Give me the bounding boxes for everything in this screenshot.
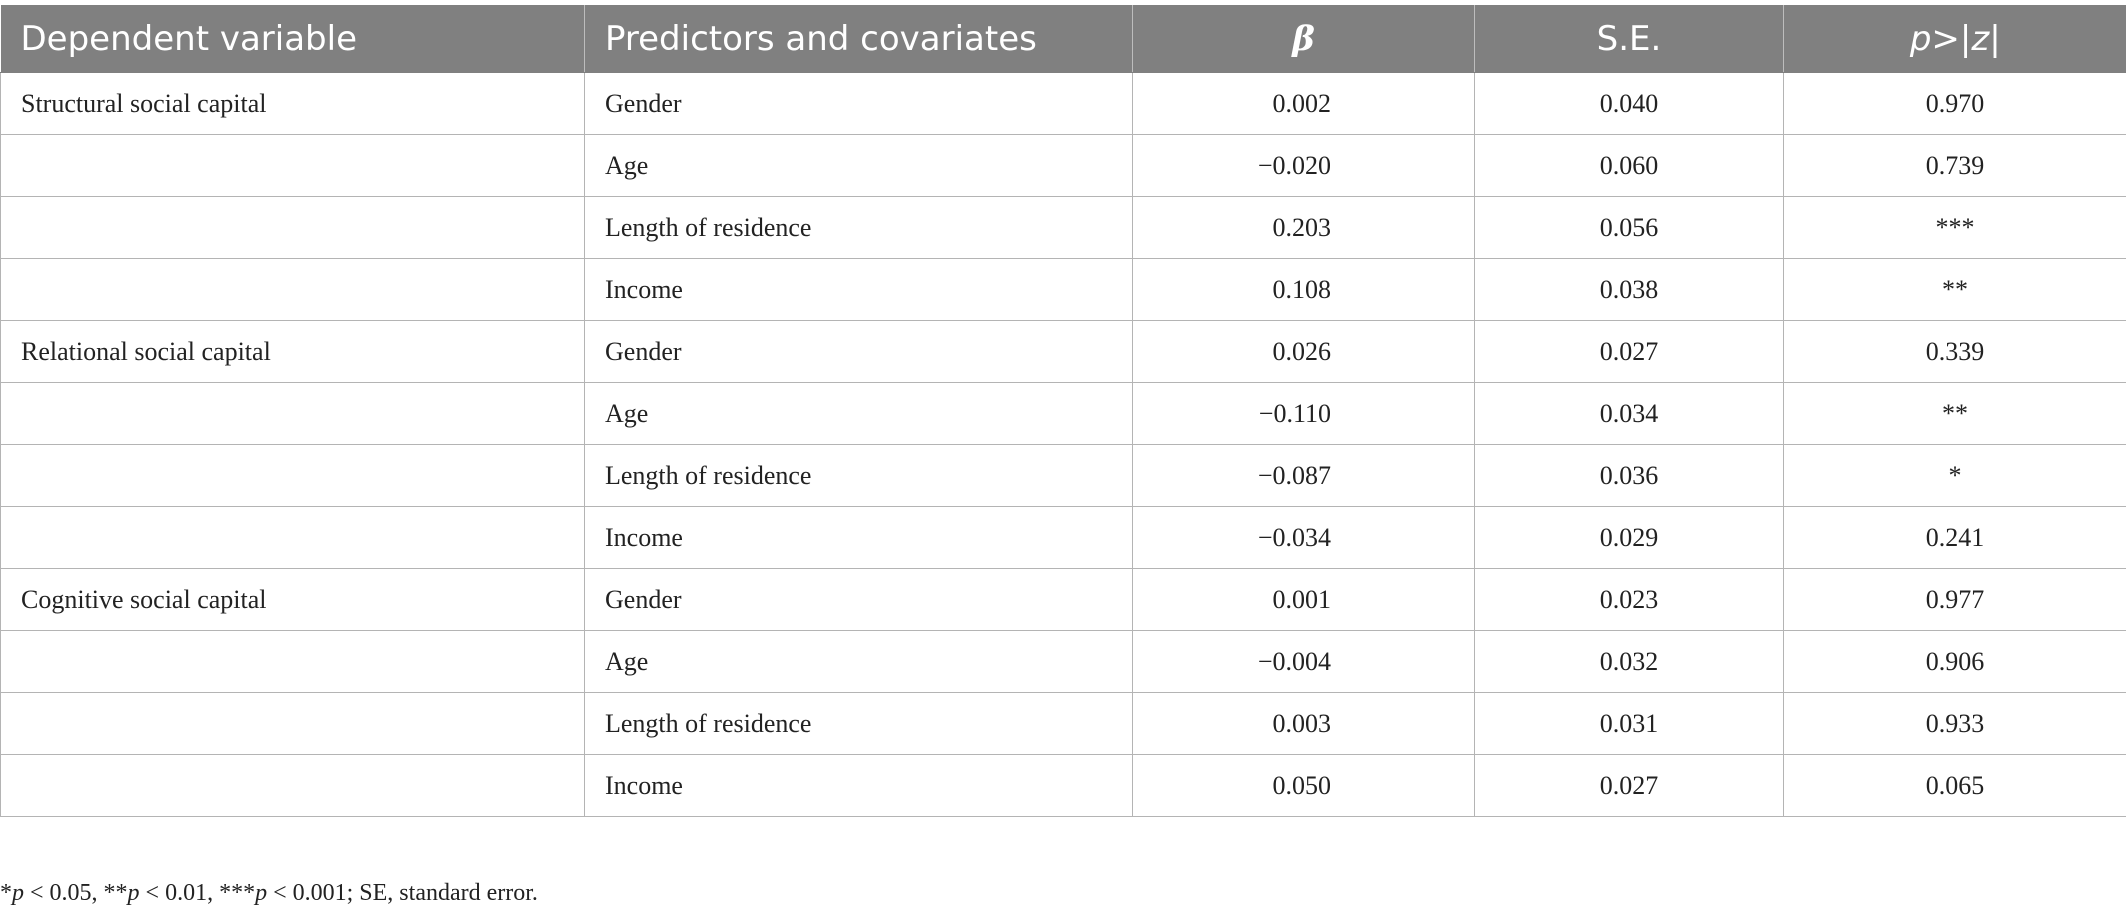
table-footnote [0,880,538,907]
predictor-cell: Income [585,755,1133,817]
p-value-cell: 0.241 [1784,507,2126,569]
results-table-container [0,5,2126,817]
table-row [1,259,2126,321]
header-p-letter: p [1909,18,1932,59]
beta-cell: −0.034 [1133,507,1475,569]
footnote-p2: p [127,880,140,906]
predictor-cell: Gender [585,569,1133,631]
se-cell: 0.027 [1475,321,1784,383]
p-value-cell: 0.065 [1784,755,2126,817]
header-beta [1133,5,1475,73]
beta-cell: −0.004 [1133,631,1475,693]
header-p-value [1784,5,2126,73]
beta-cell: 0.203 [1133,197,1475,259]
dependent-variable-cell [1,259,585,321]
beta-cell: 0.026 [1133,321,1475,383]
beta-cell: 0.001 [1133,569,1475,631]
dependent-variable-cell [1,693,585,755]
se-cell: 0.023 [1475,569,1784,631]
footnote-part1: * [0,880,12,906]
beta-cell: −0.087 [1133,445,1475,507]
se-cell: 0.034 [1475,383,1784,445]
beta-cell: 0.002 [1133,73,1475,135]
p-value-cell: 0.977 [1784,569,2126,631]
predictor-cell: Gender [585,321,1133,383]
table-row [1,445,2126,507]
p-value-cell: 0.339 [1784,321,2126,383]
predictor-cell: Age [585,631,1133,693]
header-z-letter: z [1971,18,1990,59]
p-value-cell: 0.906 [1784,631,2126,693]
predictor-cell: Gender [585,73,1133,135]
dependent-variable-cell [1,507,585,569]
se-cell: 0.032 [1475,631,1784,693]
se-cell: 0.029 [1475,507,1784,569]
p-value-cell: ** [1784,383,2126,445]
footnote-part3: < 0.01, *** [139,880,256,906]
dependent-variable-cell: Relational social capital [1,321,585,383]
table-row [1,73,2126,135]
beta-cell: 0.050 [1133,755,1475,817]
beta-cell: 0.108 [1133,259,1475,321]
table-row [1,507,2126,569]
table-row [1,321,2126,383]
se-cell: 0.031 [1475,693,1784,755]
dependent-variable-cell [1,135,585,197]
beta-cell: 0.003 [1133,693,1475,755]
beta-symbol: β [1292,18,1315,59]
predictor-cell: Length of residence [585,445,1133,507]
p-value-cell: *** [1784,197,2126,259]
table-row [1,383,2126,445]
dependent-variable-cell [1,445,585,507]
se-cell: 0.038 [1475,259,1784,321]
predictor-cell: Income [585,507,1133,569]
table-row [1,693,2126,755]
predictor-cell: Age [585,135,1133,197]
header-dependent-variable: Dependent variable [1,5,585,73]
predictor-cell: Age [585,383,1133,445]
p-value-cell: 0.739 [1784,135,2126,197]
footnote-p3: p [255,880,268,906]
footnote-part4: < 0.001; SE, standard error. [267,880,538,906]
footnote-p1: p [12,880,24,906]
header-p-mid: >| [1931,18,1972,59]
se-cell: 0.040 [1475,73,1784,135]
p-value-cell: ** [1784,259,2126,321]
se-cell: 0.027 [1475,755,1784,817]
predictor-cell: Length of residence [585,197,1133,259]
table-row [1,631,2126,693]
header-p-end: | [1989,18,2001,59]
predictor-cell: Length of residence [585,693,1133,755]
table-row [1,569,2126,631]
header-predictors: Predictors and covariates [585,5,1133,73]
se-cell: 0.036 [1475,445,1784,507]
dependent-variable-cell: Structural social capital [1,73,585,135]
header-row [1,5,2126,73]
se-cell: 0.060 [1475,135,1784,197]
se-cell: 0.056 [1475,197,1784,259]
dependent-variable-cell: Cognitive social capital [1,569,585,631]
p-value-cell: 0.970 [1784,73,2126,135]
table-body [1,73,2126,817]
table-row [1,197,2126,259]
results-table [0,5,2126,817]
predictor-cell: Income [585,259,1133,321]
footnote-part2: < 0.05, ** [24,880,128,906]
p-value-cell: * [1784,445,2126,507]
dependent-variable-cell [1,197,585,259]
beta-cell: −0.110 [1133,383,1475,445]
p-value-cell: 0.933 [1784,693,2126,755]
table-header [1,5,2126,73]
dependent-variable-cell [1,383,585,445]
dependent-variable-cell [1,631,585,693]
beta-cell: −0.020 [1133,135,1475,197]
header-se: S.E. [1475,5,1784,73]
table-row [1,755,2126,817]
dependent-variable-cell [1,755,585,817]
table-row [1,135,2126,197]
